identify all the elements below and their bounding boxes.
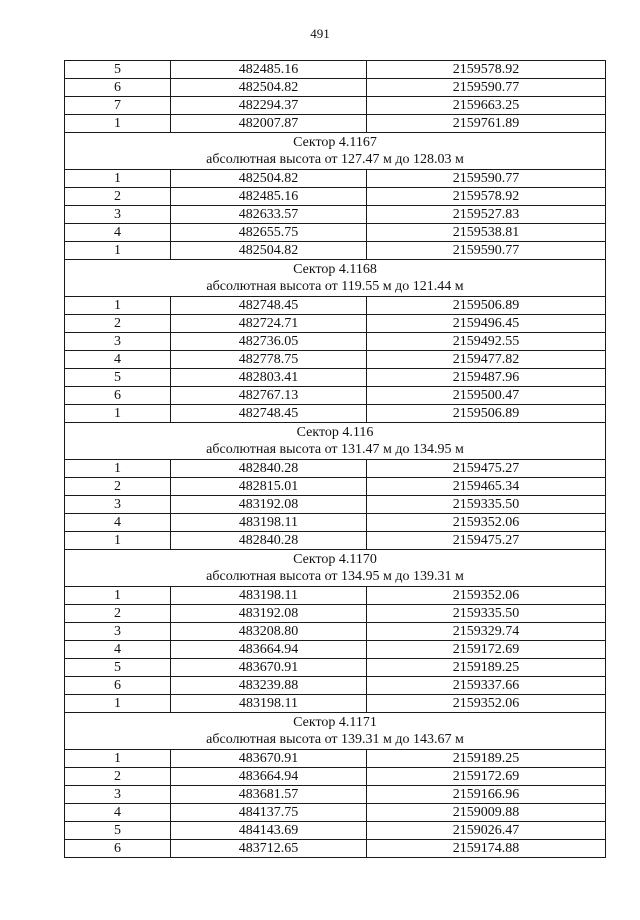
x-coordinate-cell: 483192.08 (171, 605, 367, 623)
y-coordinate-cell: 2159465.34 (367, 478, 606, 496)
point-number-cell: 6 (65, 840, 171, 858)
table-row (65, 478, 606, 496)
table-row (65, 333, 606, 351)
point-number-cell: 1 (65, 242, 171, 260)
y-coordinate-cell: 2159500.47 (367, 387, 606, 405)
table-row (65, 61, 606, 79)
x-coordinate-cell: 482803.41 (171, 369, 367, 387)
x-coordinate-cell: 482485.16 (171, 61, 367, 79)
x-coordinate-cell: 482736.05 (171, 333, 367, 351)
point-number-cell: 5 (65, 659, 171, 677)
sector-header-row (65, 423, 606, 460)
y-coordinate-cell: 2159475.27 (367, 532, 606, 550)
y-coordinate-cell: 2159352.06 (367, 695, 606, 713)
coordinates-table (64, 60, 606, 858)
y-coordinate-cell: 2159590.77 (367, 170, 606, 188)
x-coordinate-cell: 483681.57 (171, 786, 367, 804)
point-number-cell: 5 (65, 369, 171, 387)
point-number-cell: 1 (65, 170, 171, 188)
table-row (65, 405, 606, 423)
table-row (65, 496, 606, 514)
table-row (65, 768, 606, 786)
sector-header (65, 550, 606, 587)
x-coordinate-cell: 482840.28 (171, 460, 367, 478)
table-row (65, 206, 606, 224)
x-coordinate-cell: 482504.82 (171, 170, 367, 188)
y-coordinate-cell: 2159538.81 (367, 224, 606, 242)
table-row (65, 514, 606, 532)
point-number-cell: 1 (65, 750, 171, 768)
y-coordinate-cell: 2159335.50 (367, 605, 606, 623)
page-number: 491 (310, 26, 330, 41)
point-number-cell: 6 (65, 677, 171, 695)
y-coordinate-cell: 2159174.88 (367, 840, 606, 858)
table-row (65, 532, 606, 550)
y-coordinate-cell: 2159329.74 (367, 623, 606, 641)
y-coordinate-cell: 2159026.47 (367, 822, 606, 840)
y-coordinate-cell: 2159527.83 (367, 206, 606, 224)
sector-altitude: абсолютная высота от 134.95 м до 139.31 м (206, 569, 464, 584)
x-coordinate-cell: 483192.08 (171, 496, 367, 514)
table-row (65, 188, 606, 206)
y-coordinate-cell: 2159761.89 (367, 115, 606, 133)
point-number-cell: 4 (65, 641, 171, 659)
x-coordinate-cell: 482778.75 (171, 351, 367, 369)
point-number-cell: 3 (65, 206, 171, 224)
table-row (65, 641, 606, 659)
y-coordinate-cell: 2159352.06 (367, 587, 606, 605)
x-coordinate-cell: 483670.91 (171, 750, 367, 768)
table-row (65, 587, 606, 605)
x-coordinate-cell: 484137.75 (171, 804, 367, 822)
sector-header (65, 133, 606, 170)
point-number-cell: 2 (65, 315, 171, 333)
table-row (65, 170, 606, 188)
point-number-cell: 3 (65, 786, 171, 804)
y-coordinate-cell: 2159475.27 (367, 460, 606, 478)
table-row (65, 605, 606, 623)
x-coordinate-cell: 482633.57 (171, 206, 367, 224)
point-number-cell: 5 (65, 61, 171, 79)
y-coordinate-cell: 2159172.69 (367, 768, 606, 786)
x-coordinate-cell: 483198.11 (171, 514, 367, 532)
x-coordinate-cell: 483198.11 (171, 695, 367, 713)
x-coordinate-cell: 483670.91 (171, 659, 367, 677)
sector-altitude: абсолютная высота от 131.47 м до 134.95 м (206, 442, 464, 457)
x-coordinate-cell: 482294.37 (171, 97, 367, 115)
x-coordinate-cell: 482007.87 (171, 115, 367, 133)
y-coordinate-cell: 2159009.88 (367, 804, 606, 822)
y-coordinate-cell: 2159189.25 (367, 750, 606, 768)
table-row (65, 460, 606, 478)
point-number-cell: 2 (65, 478, 171, 496)
sector-header (65, 423, 606, 460)
sector-header-row (65, 550, 606, 587)
y-coordinate-cell: 2159477.82 (367, 351, 606, 369)
table-row (65, 623, 606, 641)
table-row (65, 79, 606, 97)
y-coordinate-cell: 2159166.96 (367, 786, 606, 804)
x-coordinate-cell: 482748.45 (171, 405, 367, 423)
point-number-cell: 1 (65, 297, 171, 315)
point-number-cell: 1 (65, 460, 171, 478)
point-number-cell: 4 (65, 804, 171, 822)
point-number-cell: 7 (65, 97, 171, 115)
table-row (65, 224, 606, 242)
y-coordinate-cell: 2159337.66 (367, 677, 606, 695)
x-coordinate-cell: 482485.16 (171, 188, 367, 206)
sector-title: Сектор 4.1168 (293, 262, 377, 277)
x-coordinate-cell: 482655.75 (171, 224, 367, 242)
point-number-cell: 3 (65, 496, 171, 514)
y-coordinate-cell: 2159506.89 (367, 405, 606, 423)
sector-title: Сектор 4.1171 (293, 715, 377, 730)
point-number-cell: 4 (65, 514, 171, 532)
y-coordinate-cell: 2159335.50 (367, 496, 606, 514)
sector-header-row (65, 260, 606, 297)
point-number-cell: 6 (65, 79, 171, 97)
point-number-cell: 1 (65, 532, 171, 550)
table-row (65, 840, 606, 858)
coordinates-table-body (65, 61, 606, 858)
point-number-cell: 1 (65, 115, 171, 133)
x-coordinate-cell: 482504.82 (171, 242, 367, 260)
x-coordinate-cell: 483664.94 (171, 641, 367, 659)
sector-altitude: абсолютная высота от 119.55 м до 121.44 м (206, 279, 464, 294)
table-row (65, 315, 606, 333)
x-coordinate-cell: 482815.01 (171, 478, 367, 496)
sector-header (65, 260, 606, 297)
table-row (65, 804, 606, 822)
point-number-cell: 1 (65, 405, 171, 423)
x-coordinate-cell: 484143.69 (171, 822, 367, 840)
table-row (65, 369, 606, 387)
sector-header-row (65, 133, 606, 170)
y-coordinate-cell: 2159189.25 (367, 659, 606, 677)
y-coordinate-cell: 2159578.92 (367, 61, 606, 79)
y-coordinate-cell: 2159172.69 (367, 641, 606, 659)
table-row (65, 387, 606, 405)
y-coordinate-cell: 2159663.25 (367, 97, 606, 115)
table-row (65, 786, 606, 804)
x-coordinate-cell: 482724.71 (171, 315, 367, 333)
x-coordinate-cell: 483712.65 (171, 840, 367, 858)
table-row (65, 297, 606, 315)
point-number-cell: 5 (65, 822, 171, 840)
x-coordinate-cell: 483664.94 (171, 768, 367, 786)
x-coordinate-cell: 482748.45 (171, 297, 367, 315)
x-coordinate-cell: 482504.82 (171, 79, 367, 97)
x-coordinate-cell: 482840.28 (171, 532, 367, 550)
table-row (65, 750, 606, 768)
y-coordinate-cell: 2159590.77 (367, 79, 606, 97)
point-number-cell: 2 (65, 188, 171, 206)
y-coordinate-cell: 2159487.96 (367, 369, 606, 387)
x-coordinate-cell: 483239.88 (171, 677, 367, 695)
sector-title: Сектор 4.1167 (293, 135, 377, 150)
sector-altitude: абсолютная высота от 127.47 м до 128.03 м (206, 152, 464, 167)
point-number-cell: 1 (65, 587, 171, 605)
point-number-cell: 2 (65, 768, 171, 786)
point-number-cell: 3 (65, 623, 171, 641)
point-number-cell: 3 (65, 333, 171, 351)
table-row (65, 97, 606, 115)
point-number-cell: 4 (65, 351, 171, 369)
table-row (65, 242, 606, 260)
sector-header (65, 713, 606, 750)
table-row (65, 695, 606, 713)
point-number-cell: 6 (65, 387, 171, 405)
table-row (65, 115, 606, 133)
y-coordinate-cell: 2159578.92 (367, 188, 606, 206)
x-coordinate-cell: 482767.13 (171, 387, 367, 405)
point-number-cell: 1 (65, 695, 171, 713)
table-row (65, 822, 606, 840)
y-coordinate-cell: 2159496.45 (367, 315, 606, 333)
sector-altitude: абсолютная высота от 139.31 м до 143.67 м (206, 732, 464, 747)
table-row (65, 677, 606, 695)
y-coordinate-cell: 2159590.77 (367, 242, 606, 260)
y-coordinate-cell: 2159492.55 (367, 333, 606, 351)
point-number-cell: 4 (65, 224, 171, 242)
sector-title: Сектор 4.116 (296, 425, 374, 440)
point-number-cell: 2 (65, 605, 171, 623)
sector-header-row (65, 713, 606, 750)
x-coordinate-cell: 483208.80 (171, 623, 367, 641)
table-row (65, 659, 606, 677)
y-coordinate-cell: 2159506.89 (367, 297, 606, 315)
x-coordinate-cell: 483198.11 (171, 587, 367, 605)
sector-title: Сектор 4.1170 (293, 552, 377, 567)
y-coordinate-cell: 2159352.06 (367, 514, 606, 532)
table-row (65, 351, 606, 369)
